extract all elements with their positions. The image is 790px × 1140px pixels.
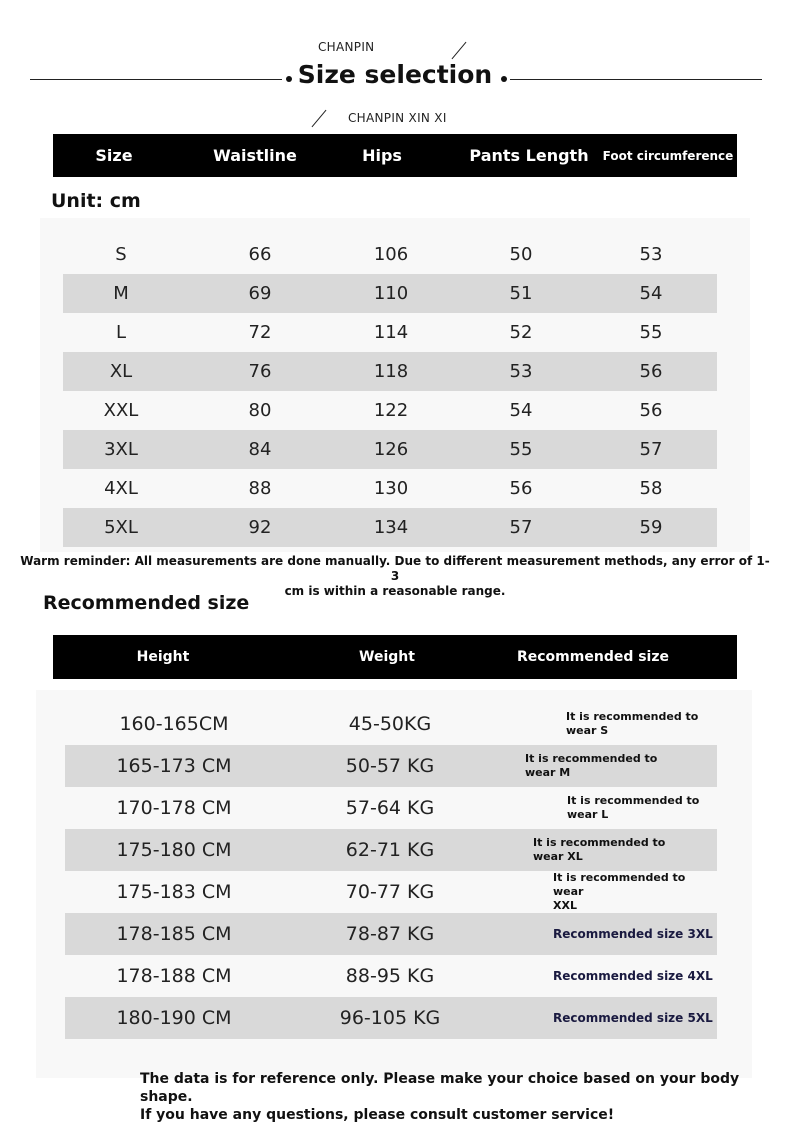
table-row (63, 352, 717, 391)
warm-reminder-line1: Warm reminder: All measurements are done manually. Due to different measurement methods, any error of 1-3 (20, 554, 770, 583)
hips-cell: 134 (373, 517, 409, 538)
table-row (63, 274, 717, 313)
size-cell: S (115, 244, 127, 265)
decor-slash-bottom (312, 110, 327, 127)
size-table-header (53, 134, 737, 177)
weight-cell: 70-77 KG (345, 881, 435, 903)
weight-cell: 50-57 KG (345, 755, 435, 777)
table-row (65, 703, 717, 745)
weight-cell: 62-71 KG (345, 839, 435, 861)
pants-length-cell: 52 (509, 322, 533, 343)
recommended-text: It is recommended to (566, 710, 699, 723)
decor-slash-top (452, 42, 467, 59)
col-height: Height (136, 649, 190, 665)
waistline-cell: 69 (248, 283, 272, 304)
pants-length-cell: 51 (509, 283, 533, 304)
foot-circumference-cell: 54 (639, 283, 663, 304)
table-row (65, 997, 717, 1039)
recommended-text-size: wear L (567, 808, 609, 821)
foot-circumference-cell: 58 (639, 478, 663, 499)
size-cell: XL (109, 361, 133, 382)
header-small-top: CHANPIN (318, 40, 375, 54)
pants-length-cell: 56 (509, 478, 533, 499)
table-row (63, 313, 717, 352)
footer-line1: The data is for reference only. Please make your choice based on your body shape. (140, 1071, 740, 1105)
hips-cell: 126 (373, 439, 409, 460)
weight-cell: 78-87 KG (345, 923, 435, 945)
recommended-text-size: wear M (525, 766, 571, 779)
footer-note (140, 1070, 760, 1124)
table-row (63, 430, 717, 469)
height-cell: 178-185 CM (116, 923, 232, 945)
hips-cell: 130 (373, 478, 409, 499)
recommended-cell (566, 703, 716, 745)
size-cell: 3XL (104, 439, 138, 460)
waistline-cell: 84 (248, 439, 272, 460)
table-row (65, 955, 717, 997)
foot-circumference-cell: 56 (639, 400, 663, 421)
hips-cell: 114 (373, 322, 409, 343)
pants-length-cell: 53 (509, 361, 533, 382)
recommended-table-body (65, 703, 717, 1039)
weight-cell: 96-105 KG (339, 1007, 441, 1029)
weight-cell: 45-50KG (348, 713, 432, 735)
waistline-cell: 76 (248, 361, 272, 382)
recommended-cell: Recommended size 5XL (553, 1011, 713, 1025)
recommended-cell (553, 871, 717, 913)
hips-cell: 122 (373, 400, 409, 421)
table-row (63, 235, 717, 274)
size-cell: L (115, 322, 127, 343)
recommended-text-size: XXL (553, 899, 577, 912)
recommended-cell (567, 787, 717, 829)
table-row (65, 745, 717, 787)
page-title: Size selection (297, 60, 493, 89)
col-size: Size (95, 146, 133, 165)
hips-cell: 106 (373, 244, 409, 265)
height-cell: 165-173 CM (116, 755, 232, 777)
pants-length-cell: 54 (509, 400, 533, 421)
table-row (65, 829, 717, 871)
height-cell: 160-165CM (119, 713, 229, 735)
recommended-text: It is recommended to (525, 752, 658, 765)
size-table-body (63, 235, 717, 547)
waistline-cell: 72 (248, 322, 272, 343)
col-waistline: Waistline (213, 146, 297, 165)
foot-circumference-cell: 59 (639, 517, 663, 538)
recommended-table-header (53, 635, 737, 679)
foot-circumference-cell: 55 (639, 322, 663, 343)
header-small-bottom: CHANPIN XIN XI (348, 111, 447, 125)
recommended-section-title: Recommended size (43, 592, 250, 614)
table-row (65, 787, 717, 829)
recommended-text-size: wear XL (533, 850, 583, 863)
table-row (63, 391, 717, 430)
recommended-text: It is recommended to wear (553, 871, 686, 898)
col-hips: Hips (362, 146, 402, 165)
recommended-cell: Recommended size 3XL (553, 927, 713, 941)
weight-cell: 88-95 KG (345, 965, 435, 987)
table-row (63, 508, 717, 547)
col-foot-circumference: Foot circumference (602, 148, 734, 163)
waistline-cell: 88 (248, 478, 272, 499)
table-row (65, 913, 717, 955)
hips-cell: 118 (373, 361, 409, 382)
table-row (63, 469, 717, 508)
weight-cell: 57-64 KG (345, 797, 435, 819)
recommended-cell (525, 745, 685, 787)
warm-reminder-line2: cm is within a reasonable range. (284, 584, 506, 598)
size-cell: 4XL (104, 478, 138, 499)
recommended-text: It is recommended to (533, 836, 666, 849)
size-cell: 5XL (104, 517, 138, 538)
unit-label: Unit: cm (51, 190, 141, 212)
title-dot-right (501, 76, 507, 82)
foot-circumference-cell: 53 (639, 244, 663, 265)
waistline-cell: 92 (248, 517, 272, 538)
recommended-text: It is recommended to (567, 794, 700, 807)
col-recommended-size: Recommended size (516, 649, 670, 665)
foot-circumference-cell: 56 (639, 361, 663, 382)
pants-length-cell: 57 (509, 517, 533, 538)
recommended-cell: Recommended size 4XL (553, 969, 713, 983)
hips-cell: 110 (373, 283, 409, 304)
recommended-cell (533, 829, 693, 871)
footer-line2: If you have any questions, please consult customer service! (140, 1107, 615, 1123)
height-cell: 170-178 CM (116, 797, 232, 819)
col-weight: Weight (359, 649, 415, 665)
size-cell: M (113, 283, 129, 304)
height-cell: 178-188 CM (116, 965, 232, 987)
title-rule-right (510, 79, 762, 80)
waistline-cell: 80 (248, 400, 272, 421)
pants-length-cell: 55 (509, 439, 533, 460)
foot-circumference-cell: 57 (639, 439, 663, 460)
height-cell: 180-190 CM (116, 1007, 232, 1029)
col-pants-length: Pants Length (469, 146, 589, 165)
size-cell: XXL (103, 400, 139, 421)
pants-length-cell: 50 (509, 244, 533, 265)
recommended-text-size: wear S (566, 724, 609, 737)
table-row (65, 871, 717, 913)
height-cell: 175-180 CM (116, 839, 232, 861)
height-cell: 175-183 CM (116, 881, 232, 903)
waistline-cell: 66 (248, 244, 272, 265)
